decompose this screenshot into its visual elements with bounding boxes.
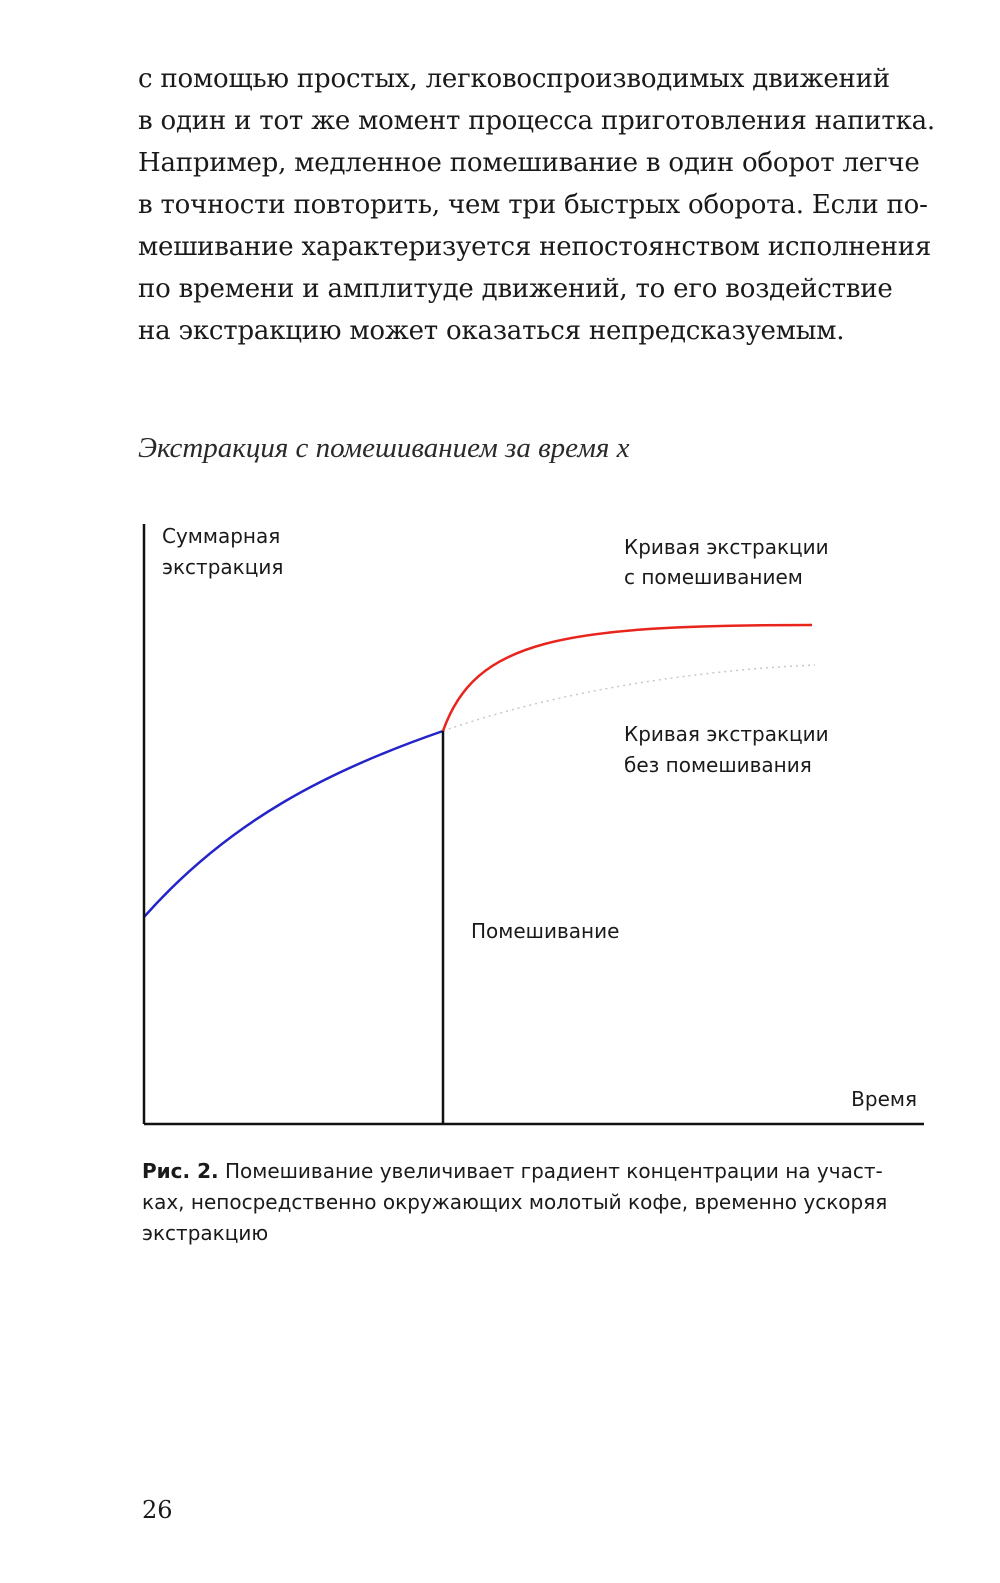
series-label-with-stirring-line1: Кривая экстракции — [624, 535, 829, 559]
series-label-with-stirring-line2: с помешиванием — [624, 565, 803, 589]
series-label-without-stirring-line2: без помешивания — [624, 753, 812, 777]
series-line-before-stirring — [144, 731, 443, 917]
text-line: в точности повторить, чем три быстрых оборота. Если по- — [138, 190, 928, 220]
text-line: мешивание характеризуется непостоянством исполнения — [138, 232, 932, 262]
caption-line: Помешивание увеличивает градиент концентрации на участ- — [218, 1159, 883, 1183]
text-line: по времени и амплитуде движений, то его воздействие — [138, 274, 893, 304]
text-line: с помощью простых, легковоспроизводимых движений — [138, 64, 890, 94]
series-label-without-stirring-line1: Кривая экстракции — [624, 722, 829, 746]
x-axis-label: Время — [851, 1087, 917, 1111]
caption-line: ках, непосредственно окружающих молотый кофе, временно ускоряя — [142, 1190, 888, 1214]
y-axis-label-line1: Суммарная — [162, 524, 281, 548]
text-line: Например, медленное помешивание в один оборот легче — [138, 148, 920, 178]
chart-title: Экстракция с помешиванием за время х — [138, 432, 630, 464]
series-line-with-stirring — [443, 625, 812, 731]
stirring-marker-label: Помешивание — [471, 919, 620, 943]
text-line: на экстракцию может оказаться непредсказуемым. — [138, 316, 845, 346]
page-number: 26 — [142, 1496, 173, 1524]
y-axis-label-line2: экстракция — [162, 555, 284, 579]
figure-caption — [142, 1156, 932, 1249]
text-line: в один и тот же момент процесса приготовления напитка. — [138, 106, 935, 136]
figure-label: Рис. 2. — [142, 1159, 219, 1183]
caption-line: экстракцию — [142, 1221, 269, 1245]
